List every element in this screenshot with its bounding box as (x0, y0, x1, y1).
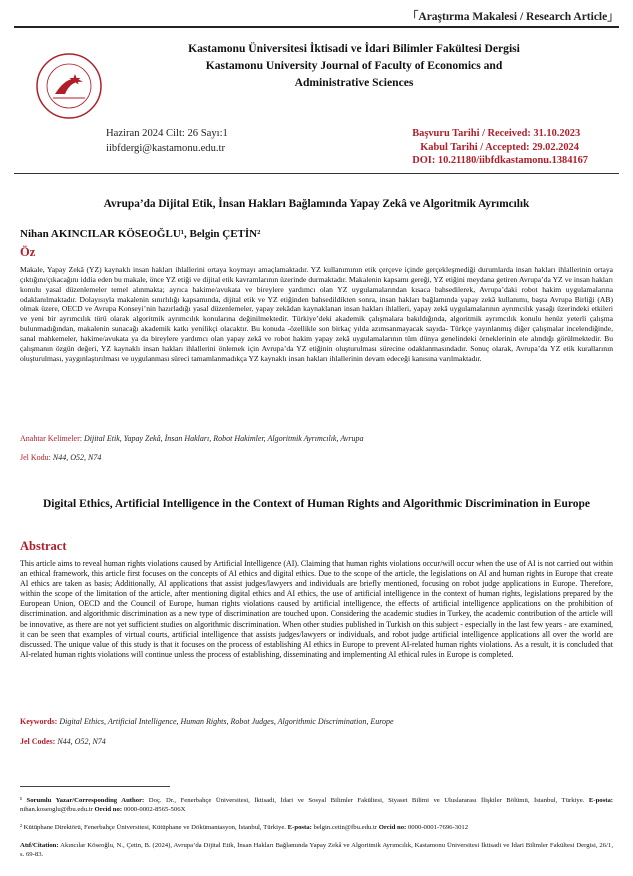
abstract-en: This article aims to reveal human rights violations caused by Artificial Intelligence (AI). Claiming that human rights violations occur/will occur when the use of AI is not carried out within an ethical framework, this article first focuses on the concepts of AI ethics and digital ethics. Due to the scope of the article, the legislations on AI and human rights in Europe that create AI ethics are taken as basis; Additionally, AI applications that assist judges/lawyers and individuals are briefly mentioned, focusing on robot judge applications in Europe. Therefore, within the scope of the limitation of the article, after mentioning digital ethics and AI ethics, the use of artificial intelligence in the context of human rights, legislations prepared by the European Union, OECD and the Council of Europe, human rights violations caused by artificial intelligence, the effects of artificial intelligence applications on the prohibition of discrimination. and algorithmic discrimination as a new type of discrimination are touched upon. Considering the academic studies in Turkey, the academic contribution of the article will be innovative, as there are not yet sufficient studies on algorithmic discrimination. When other studies published in Turkish on this subject - especially in the last few years - are examined, it can be seen that examples of virtual courts, artificial intelligence that assists judges/lawyers or individuals, and robot judge artificial intelligence applications all over the world are discussed. The unique value of this study is that it focuses on the process of establishing AI ethics in Europe to prevent AI-related human rights violations. As a result, it is concluded that AI-related human rights violations will continue unless the process of establishing, disseminating and implementing AI ethical rules in Europe is completed. (20, 559, 613, 659)
jel-tr-values: N44, O52, N74 (52, 453, 102, 462)
keywords-tr (20, 434, 363, 443)
university-logo (35, 52, 103, 120)
jel-tr (20, 453, 101, 462)
footnote-1-label: ¹ Sorumlu Yazar/Corresponding Author: (20, 797, 145, 804)
citation (20, 841, 613, 859)
footnote-2-orcid-label: Orcid no: (378, 824, 407, 831)
footnote-1-orcid-label: Orcid no: (94, 806, 123, 813)
footnote-2-email-label: E-posta: (287, 824, 312, 831)
authors: Nihan AKINCILAR KÖSEOĞLU¹, Belgin ÇETİN² (20, 228, 261, 240)
footnote-1 (20, 796, 613, 814)
journal-title-tr: Kastamonu Üniversitesi İktisadi ve İdari Bilimler Fakültesi Dergisi (188, 42, 520, 55)
citation-label: Atıf/Citation: (20, 842, 59, 849)
footnote-2-orcid[interactable]: 0000-0001-7696-3012 (407, 824, 469, 831)
article-title-en: Digital Ethics, Artificial Intelligence in the Context of Human Rights and Algorithmic Discrimination in Europe (43, 498, 590, 510)
abstract-tr: Makale, Yapay Zekâ (YZ) kaynaklı insan hakları ihlallerini ortaya koymayı amaçlamaktadır. YZ kullanımının etik çerçeve içinde gerçekleşmediği durumlarda insan hakları ihlallerinin ortaya çıktığını/çıkacağını iddia eden bu makale, önce YZ etiği ve dijital etik kavramlarının üzerinde durmaktadır. Makalenin kapsamı gereği, YZ etiğini meydana getiren Avrupa’da YZ ve insan hakları konulu yasal düzenlemeler temel alınmakta; ayrıca hakime/avukata ve bireylere yardımcı olan YZ uygulamalarından kısaca bahsedilerek, Avrupa’daki robot hakim uygulamalarına odaklanılmaktadır. Dolayısıyla makalenin sınırlılığı kapsamında, dijital etik ve YZ etiğinden bahsedildikten sonra, insan hakları bağlamında yapay zekâ kullanımı, başta Avrupa Birliği (AB) olmak üzere, OECD ve Avrupa Konseyi’nin hazırladığı yasal düzenlemeler, yapay zekâdan kaynaklanan insan hakları ihlalleri, yapay zekâ uygulamalarının ayrımcılık yasağı üzerindeki etkileri ve yeni bir ayrımcılık türü olarak algoritmik ayrımcılık konularına değinilmektedir. Türkiye’deki akademik çalışmalara bakıldığında, algoritmik ayrımcılık konulu henüz yeterli çalışma bulunmadığından, makalenin sunacağı akademik katkı yenilikçi olacaktır. Bu konuda -özellikle son birkaç yılda azımsanmayacak sayıda- Türkçe yayınlanmış diğer çalışmalar incelendiğinde, sanal mahkemeler, hakime/avukata ya da bireylere yardımcı olan yapay zekâ ve robot hakim yapay zekâ uygulamalarının tüm dünya genelindeki örneklerinin ele alındığı görülmektedir. Bu çalışmanın özgün değeri, YZ kaynaklı insan hakları ihlallerini önlemek için Avrupa’da YZ etiğinin oluşturulması sürecine odaklanmasındadır. Sonuç olarak, Avrupa’da YZ etik kurallarının oluşturulması, yaygınlaştırılması ve uygulanması süreci tamamlanmadıkça YZ kaynaklı insan hakları ihlallerinin devam edeceği kanısına varılmaktadır. (20, 265, 613, 363)
issue-volume: Haziran 2024 Cilt: 26 Sayı:1 (106, 128, 228, 139)
article-title-tr: Avrupa’da Dijital Etik, İnsan Hakları Bağlamında Yapay Zekâ ve Algoritmik Ayrımcılık (103, 198, 530, 210)
journal-title-en-line2: Administrative Sciences (294, 76, 414, 89)
keywords-en-label: Keywords: (20, 717, 58, 726)
doi[interactable]: DOI: 10.21180/iibfdkastamonu.1384167 (412, 155, 588, 166)
abstract-heading: Abstract (20, 539, 67, 553)
footnote-2-text: ² Kütüphane Direktörü, Fenerbahçe Üniversitesi, Kütüphane ve Dökümantasyon, İstanbul, Türkiye. (20, 824, 286, 831)
keywords-tr-values: Dijital Etik, Yapay Zekâ, İnsan Hakları, Robot Hakimler, Algoritmik Ayrımcılık, Avrupa (83, 434, 364, 443)
footnote-2-email[interactable]: belgin.cetin@fbu.edu.tr (313, 824, 378, 831)
keywords-tr-label: Anahtar Kelimeler: (20, 434, 82, 443)
keywords-en (20, 717, 394, 726)
journal-email[interactable]: iibfdergi@kastamonu.edu.tr (106, 142, 226, 154)
footnote-1-orcid[interactable]: 0000-0002-8565-506X (123, 806, 186, 813)
oz-heading: Öz (20, 245, 36, 259)
accepted-date: Kabul Tarihi / Accepted: 29.02.2024 (420, 141, 579, 153)
article-type-label: ｢Araştırma Makalesi / Research Article｣ (412, 11, 613, 23)
submission-dates (412, 127, 588, 168)
jel-en-values: N44, O52, N74 (57, 737, 106, 746)
received-date: Başvuru Tarihi / Received: 31.10.2023 (412, 128, 581, 139)
journal-title (95, 40, 613, 91)
footnote-1-email-label: E-posta: (588, 797, 614, 804)
footnote-divider (20, 786, 170, 787)
jel-en-label: Jel Codes: (20, 737, 56, 746)
header-divider (14, 173, 619, 174)
issue-info (106, 127, 228, 156)
footnote-1-email[interactable]: nihan.koseoglu@fbu.edu.tr (20, 806, 93, 813)
top-divider (14, 26, 619, 28)
citation-text: Akıncılar Köseoğlu, N., Çetin, B. (2024), Avrupa’da Dijital Etik, İnsan Hakları Bağlamında Yapay Zekâ ve Algoritmik Ayrımcılık, Kastamonu Üniversitesi İktisadi ve İdari Bilimler Fakültesi Dergisi, 26/1, s. 69-83. (20, 842, 613, 858)
jel-en (20, 737, 106, 746)
keywords-en-values: Digital Ethics, Artificial Intelligence, Human Rights, Robot Judges, Algorithmic Discrimination, Europe (59, 717, 394, 726)
footnote-1-text: Doç. Dr., Fenerbahçe Üniversitesi, İktisadi, İdari ve Sosyal Bilimler Fakültesi, Siyaset Bilimi ve Uluslararası İlişkiler Bölümü, İstanbul, Türkiye. (148, 797, 585, 804)
journal-title-en-line1: Kastamonu University Journal of Faculty of Economics and (205, 59, 503, 72)
footnote-2 (20, 823, 613, 832)
jel-tr-label: Jel Kodu: (20, 453, 51, 462)
